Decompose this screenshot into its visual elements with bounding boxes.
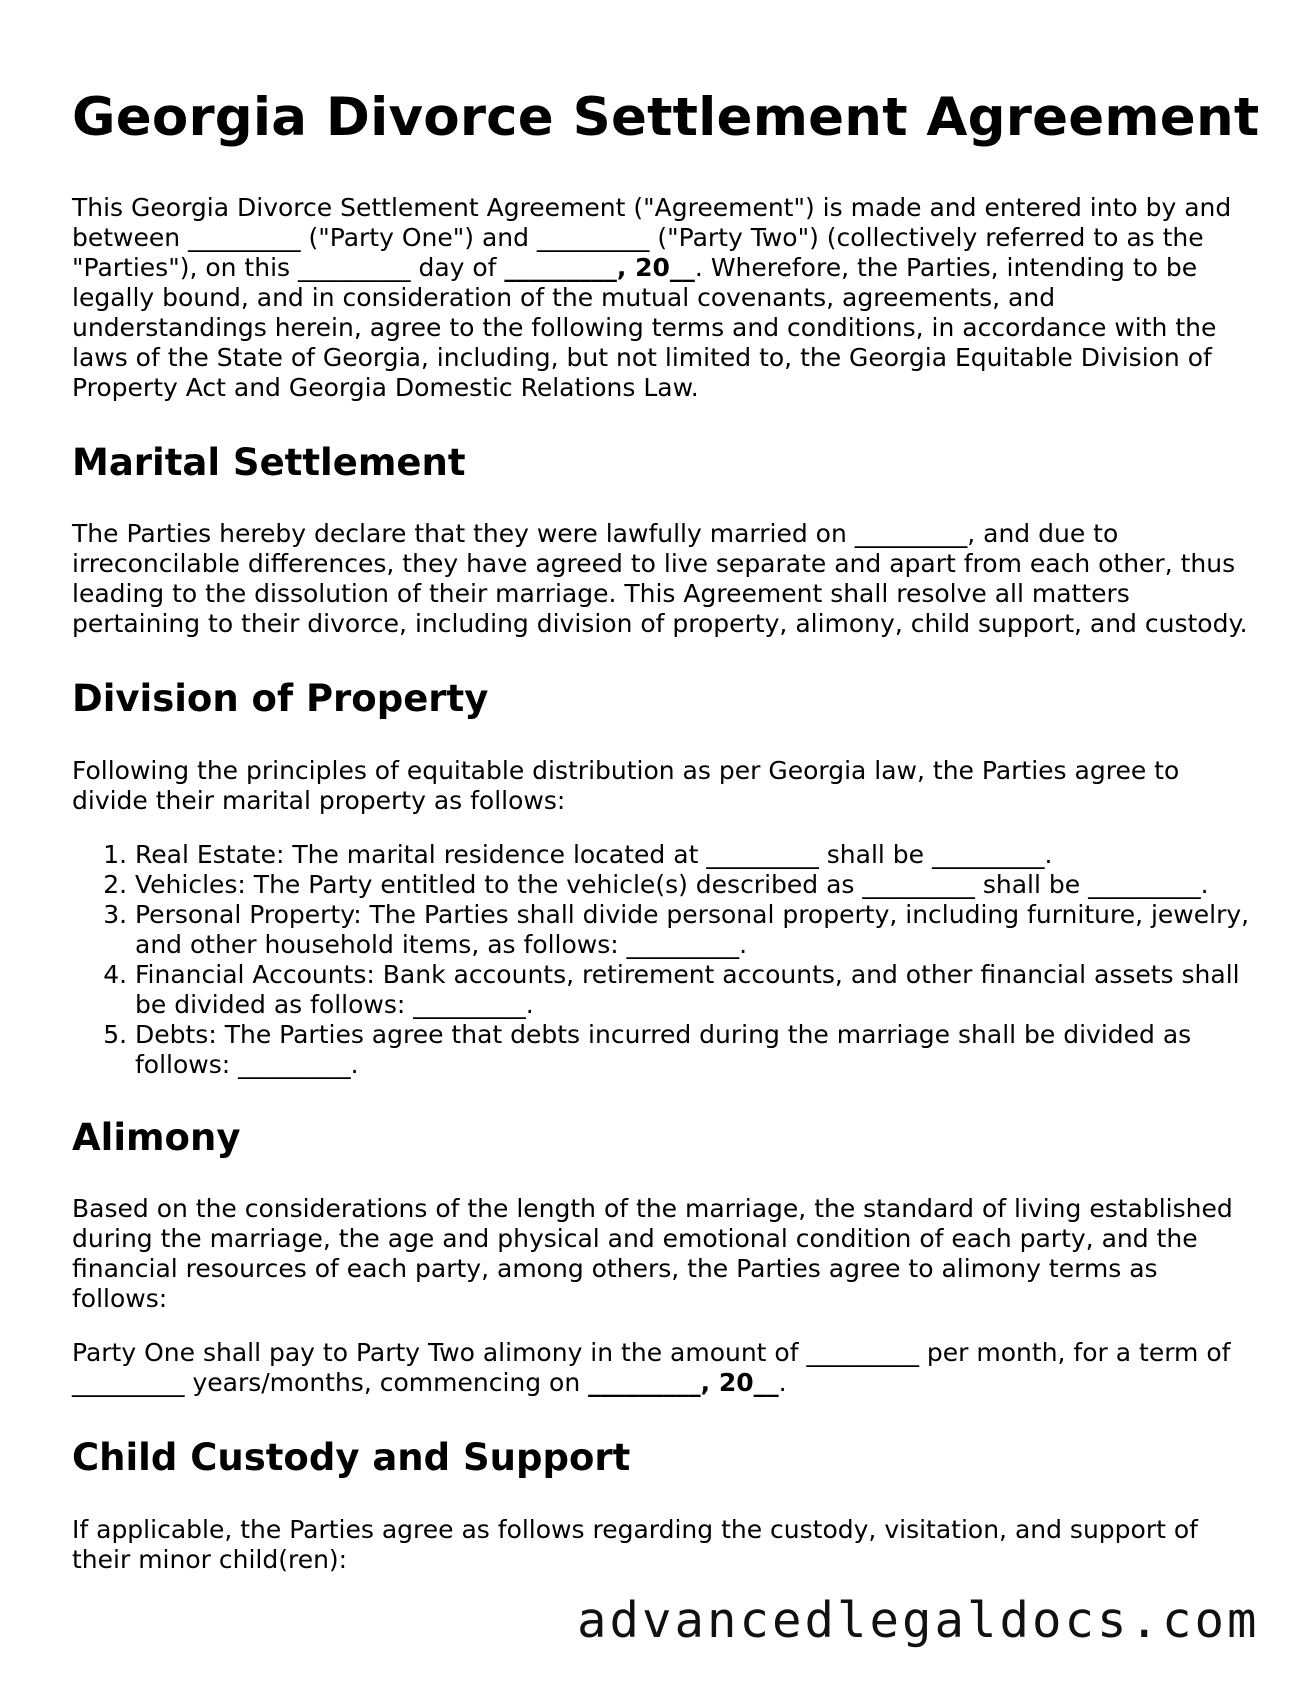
intro-date-blank: _________, 20__ [504,252,695,282]
marital-settlement-heading: Marital Settlement [72,440,466,484]
list-item: 5. Debts: The Parties agree that debts incurred during the marriage shall be divided as follows: _________. [135,1020,1252,1080]
child-custody-text: If applicable, the Parties agree as follows regarding the custody, visitation, and support of their minor child(ren): [72,1514,1198,1574]
intro-text-part-1: This Georgia Divorce Settlement Agreement ("Agreement") is made and entered into by and between _________ ("Party One") and _________ ("Party Two") (collectively referred to as the "Parties"), on this _________ day of [72,192,1232,282]
list-item: 2. Vehicles: The Party entitled to the vehicle(s) described as _________ shall be _________. [135,870,1252,900]
alimony-terms-part-2: . [778,1368,787,1398]
document-title: Georgia Divorce Settlement Agreement [72,87,1260,148]
intro-text-part-2: . Wherefore, the Parties, intending to be legally bound, and in consideration of the mutual covenants, agreements, and understandings herein, agree to the following terms and conditions, in accordance with the laws of the State of Georgia, including, but not limited to, the Georgia Equitable Division of Property Act and Georgia Domestic Relations Law. [72,252,1217,402]
alimony-date-blank: _________, 20__ [588,1368,779,1398]
intro-paragraph [72,193,1252,403]
division-of-property-heading: Division of Property [72,677,489,721]
child-custody-heading: Child Custody and Support [72,1436,631,1480]
list-item: 1. Real Estate: The marital residence located at _________ shall be _________. [135,840,1252,870]
list-item: 3. Personal Property: The Parties shall divide personal property, including furniture, jewelry, and other household items, as follows: _________. [135,900,1252,960]
alimony-terms [72,1338,1252,1398]
document-page [72,87,1260,1599]
list-item: 4. Financial Accounts: Bank accounts, retirement accounts, and other financial assets shall be divided as follows: _________. [135,960,1252,1020]
alimony-heading: Alimony [72,1115,241,1159]
property-list [72,840,1252,1080]
alimony-text: Based on the considerations of the length of the marriage, the standard of living established during the marriage, the age and physical and emotional condition of each party, and the financial resources of each party, among others, the Parties agree to alimony terms as follows: [72,1194,1233,1314]
division-of-property-text: Following the principles of equitable distribution as per Georgia law, the Parties agree to divide their marital property as follows: [72,755,1180,815]
marital-settlement-text: The Parties hereby declare that they were lawfully married on _________, and due to irreconcilable differences, they have agreed to live separate and apart from each other, thus leading to the dissolution of their marriage. This Agreement shall resolve all matters pertaining to their divorce, including division of property, alimony, child support, and custody. [72,519,1248,639]
watermark: advancedlegaldocs.com [577,1592,1260,1649]
alimony-terms-part-1: Party One shall pay to Party Two alimony in the amount of _________ per month, for a term of _________ years/months, commencing on [72,1338,1231,1398]
